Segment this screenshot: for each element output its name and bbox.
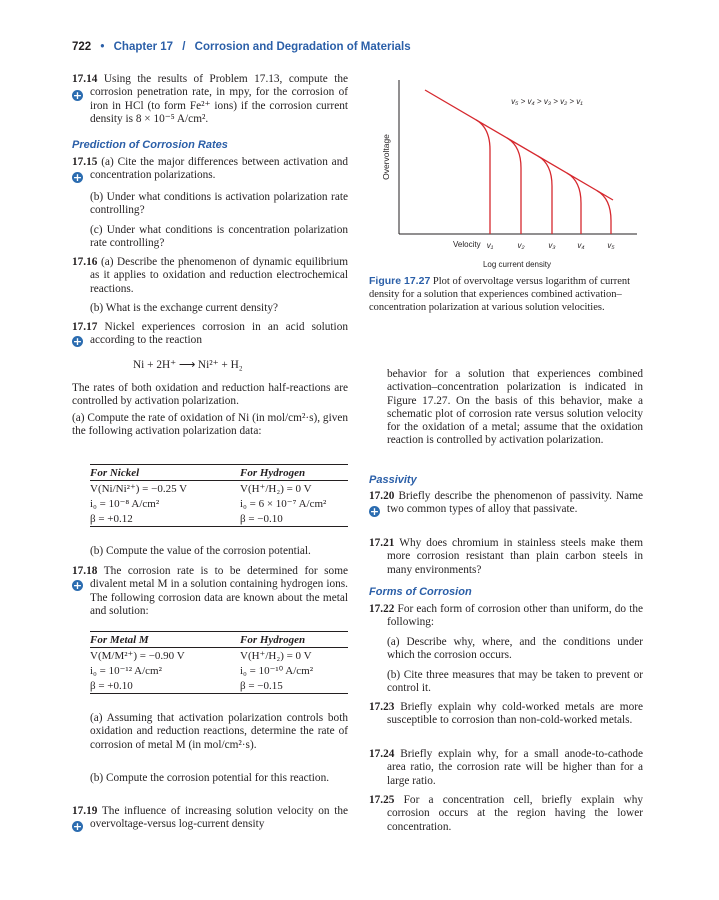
plus-circle-icon: + <box>72 335 83 348</box>
table-bottom-rule <box>90 693 348 694</box>
problem-17-24: 17.24 Briefly explain why, for a small anode-to-cathode area ratio, the corrosion rate will be higher than for a large ratio. <box>369 748 644 787</box>
tick-label-v3: v₃ <box>548 241 556 250</box>
y-axis-label: Overvoltage <box>381 134 391 180</box>
table-row: i₀ = 10⁻⁸ A/cm² i₀ = 6 × 10⁻⁷ A/cm² <box>90 498 327 510</box>
figure-label: Figure 17.27 <box>369 275 431 287</box>
plus-circle-icon: + <box>369 505 380 518</box>
problem-17-25: 17.25 For a concentration cell, briefly explain why corrosion occurs at the region having the lower concentration. <box>369 794 644 833</box>
polarization-curves <box>425 90 613 234</box>
section-heading-forms: Forms of Corrosion <box>369 586 472 598</box>
plus-circle-icon: + <box>72 820 83 833</box>
section-heading-prediction: Prediction of Corrosion Rates <box>72 139 228 151</box>
problem-17-21: 17.21 Why does chromium in stainless steels make them more corrosion resistant than plain carbon steels in many environments? <box>369 537 643 576</box>
plus-circle-icon: + <box>72 579 83 592</box>
problem-17-15b: (b) Under what conditions is activation polarization rate controlling? <box>90 191 348 217</box>
problem-17-22a: (a) Describe why, where, and the conditions under which the corrosion occurs. <box>387 636 643 662</box>
velocity-label: Velocity <box>453 240 481 249</box>
section-heading-passivity: Passivity <box>369 474 417 486</box>
running-header: 722 • Chapter 17 / Corrosion and Degradation of Materials <box>72 41 411 53</box>
metal-hydrogen-table <box>90 631 348 694</box>
table-bottom-rule <box>90 526 348 527</box>
problem-17-20: 17.20 Briefly describe the phenomenon of passivity. Name two common types of alloy that passivate. <box>369 490 643 516</box>
header-separator: / <box>182 41 186 53</box>
figure-caption-text: Plot of overvoltage versus logarithm of current density for a solution that experiences combined activation–concentration polarization at various solution velocities. <box>369 276 631 313</box>
problem-17-18b: (b) Compute the corrosion potential for this reaction. <box>90 772 330 784</box>
problem-17-17: 17.17 Nickel experiences corrosion in an acid solution according to the reaction <box>72 321 348 347</box>
activation-line <box>425 90 613 200</box>
problem-17-19-continued: behavior for a solution that experiences combined activation–concentration polarization is indicated in Figure 17.27. On the basis of this behavior, make a schematic plot of corrosion rate versus solution velocity for the oxidation of a metal; assume that the oxidation reaction is controlled by activation polarization. <box>387 368 643 447</box>
table-row: i₀ = 10⁻¹² A/cm² i₀ = 10⁻¹⁰ A/cm² <box>90 665 313 677</box>
rates-statement: The rates of both oxidation and reduction half-reactions are controlled by activation polarization. <box>72 382 348 408</box>
problem-17-18: 17.18 The corrosion rate is to be determined for some divalent metal M in a solution containing hydrogen ions. The following corrosion data are known about the metal and solution: <box>72 565 349 617</box>
figure-caption <box>369 275 643 314</box>
problem-17-17a: (a) Compute the rate of oxidation of Ni (in mol/cm²·s), given the following activation polarization data: <box>72 412 349 438</box>
problem-17-14: 17.14 Using the results of Problem 17.13, compute the corrosion penetration rate, in mpy, for the corrosion of iron in HCl (to form Fe²⁺ ions) if the corrosion current density is 8 × 10⁻⁵ A/cm². <box>72 73 348 125</box>
tick-label-v4: v₄ <box>577 241 585 250</box>
chapter-title: Corrosion and Degradation of Materials <box>194 41 411 53</box>
problem-17-15a: 17.15 (a) Cite the major differences between activation and concentration polarizations. <box>72 156 348 182</box>
tick-label-v5: v₅ <box>607 241 615 250</box>
problem-17-22b: (b) Cite three measures that may be taken to prevent or control it. <box>387 669 643 695</box>
tick-label-v2: v₂ <box>517 241 525 250</box>
plus-circle-icon: + <box>72 171 83 184</box>
velocity-order-label: v₅ > v₄ > v₃ > v₂ > v₁ <box>511 97 583 106</box>
reaction-equation: Ni + 2H⁺ ⟶ Ni²⁺ + H₂ <box>133 359 243 371</box>
problem-17-16b: (b) What is the exchange current density? <box>90 302 278 314</box>
concentration-branch-v3 <box>538 156 552 234</box>
concentration-branch-v2 <box>507 138 521 234</box>
concentration-branch-v4 <box>567 173 581 234</box>
problem-17-17b: (b) Compute the value of the corrosion potential. <box>90 545 311 557</box>
problem-17-18a: (a) Assuming that activation polarization controls both oxidation and reduction reactions, determine the rate of corrosion of metal M (in mol/cm²·s). <box>90 712 348 751</box>
problem-17-22: 17.22 For each form of corrosion other than uniform, do the following: <box>369 603 643 629</box>
overvoltage-figure <box>369 72 643 272</box>
table-header-row: For Metal M For Hydrogen <box>90 633 306 646</box>
plus-circle-icon: + <box>72 89 83 102</box>
table-row: V(Ni/Ni²⁺) = −0.25 V V(H⁺/H₂) = 0 V <box>90 483 312 495</box>
problem-17-16a: 17.16 (a) Describe the phenomenon of dynamic equilibrium as it applies to oxidation and reduction electrochemical reactions. <box>72 256 348 295</box>
table-header-row: For Nickel For Hydrogen <box>90 466 306 479</box>
table-row: V(M/M²⁺) = −0.90 V V(H⁺/H₂) = 0 V <box>90 650 312 662</box>
chapter-label: Chapter 17 <box>113 41 174 53</box>
nickel-hydrogen-table <box>90 464 348 527</box>
problem-17-23: 17.23 Briefly explain why cold-worked metals are more susceptible to corrosion than non-cold-worked metals. <box>369 701 644 727</box>
concentration-branch-v1 <box>476 120 490 234</box>
x-axis-label: Log current density <box>482 260 552 269</box>
problem-17-15c: (c) Under what conditions is concentration polarization rate controlling? <box>90 224 348 250</box>
tick-label-v1: v₁ <box>486 241 494 250</box>
table-row: β = +0.10 β = −0.15 <box>90 679 283 692</box>
page-number: 722 <box>72 41 92 53</box>
problem-17-19: 17.19 The influence of increasing solution velocity on the overvoltage-versus log-current density <box>72 805 348 831</box>
table-row: β = +0.12 β = −0.10 <box>90 512 283 525</box>
